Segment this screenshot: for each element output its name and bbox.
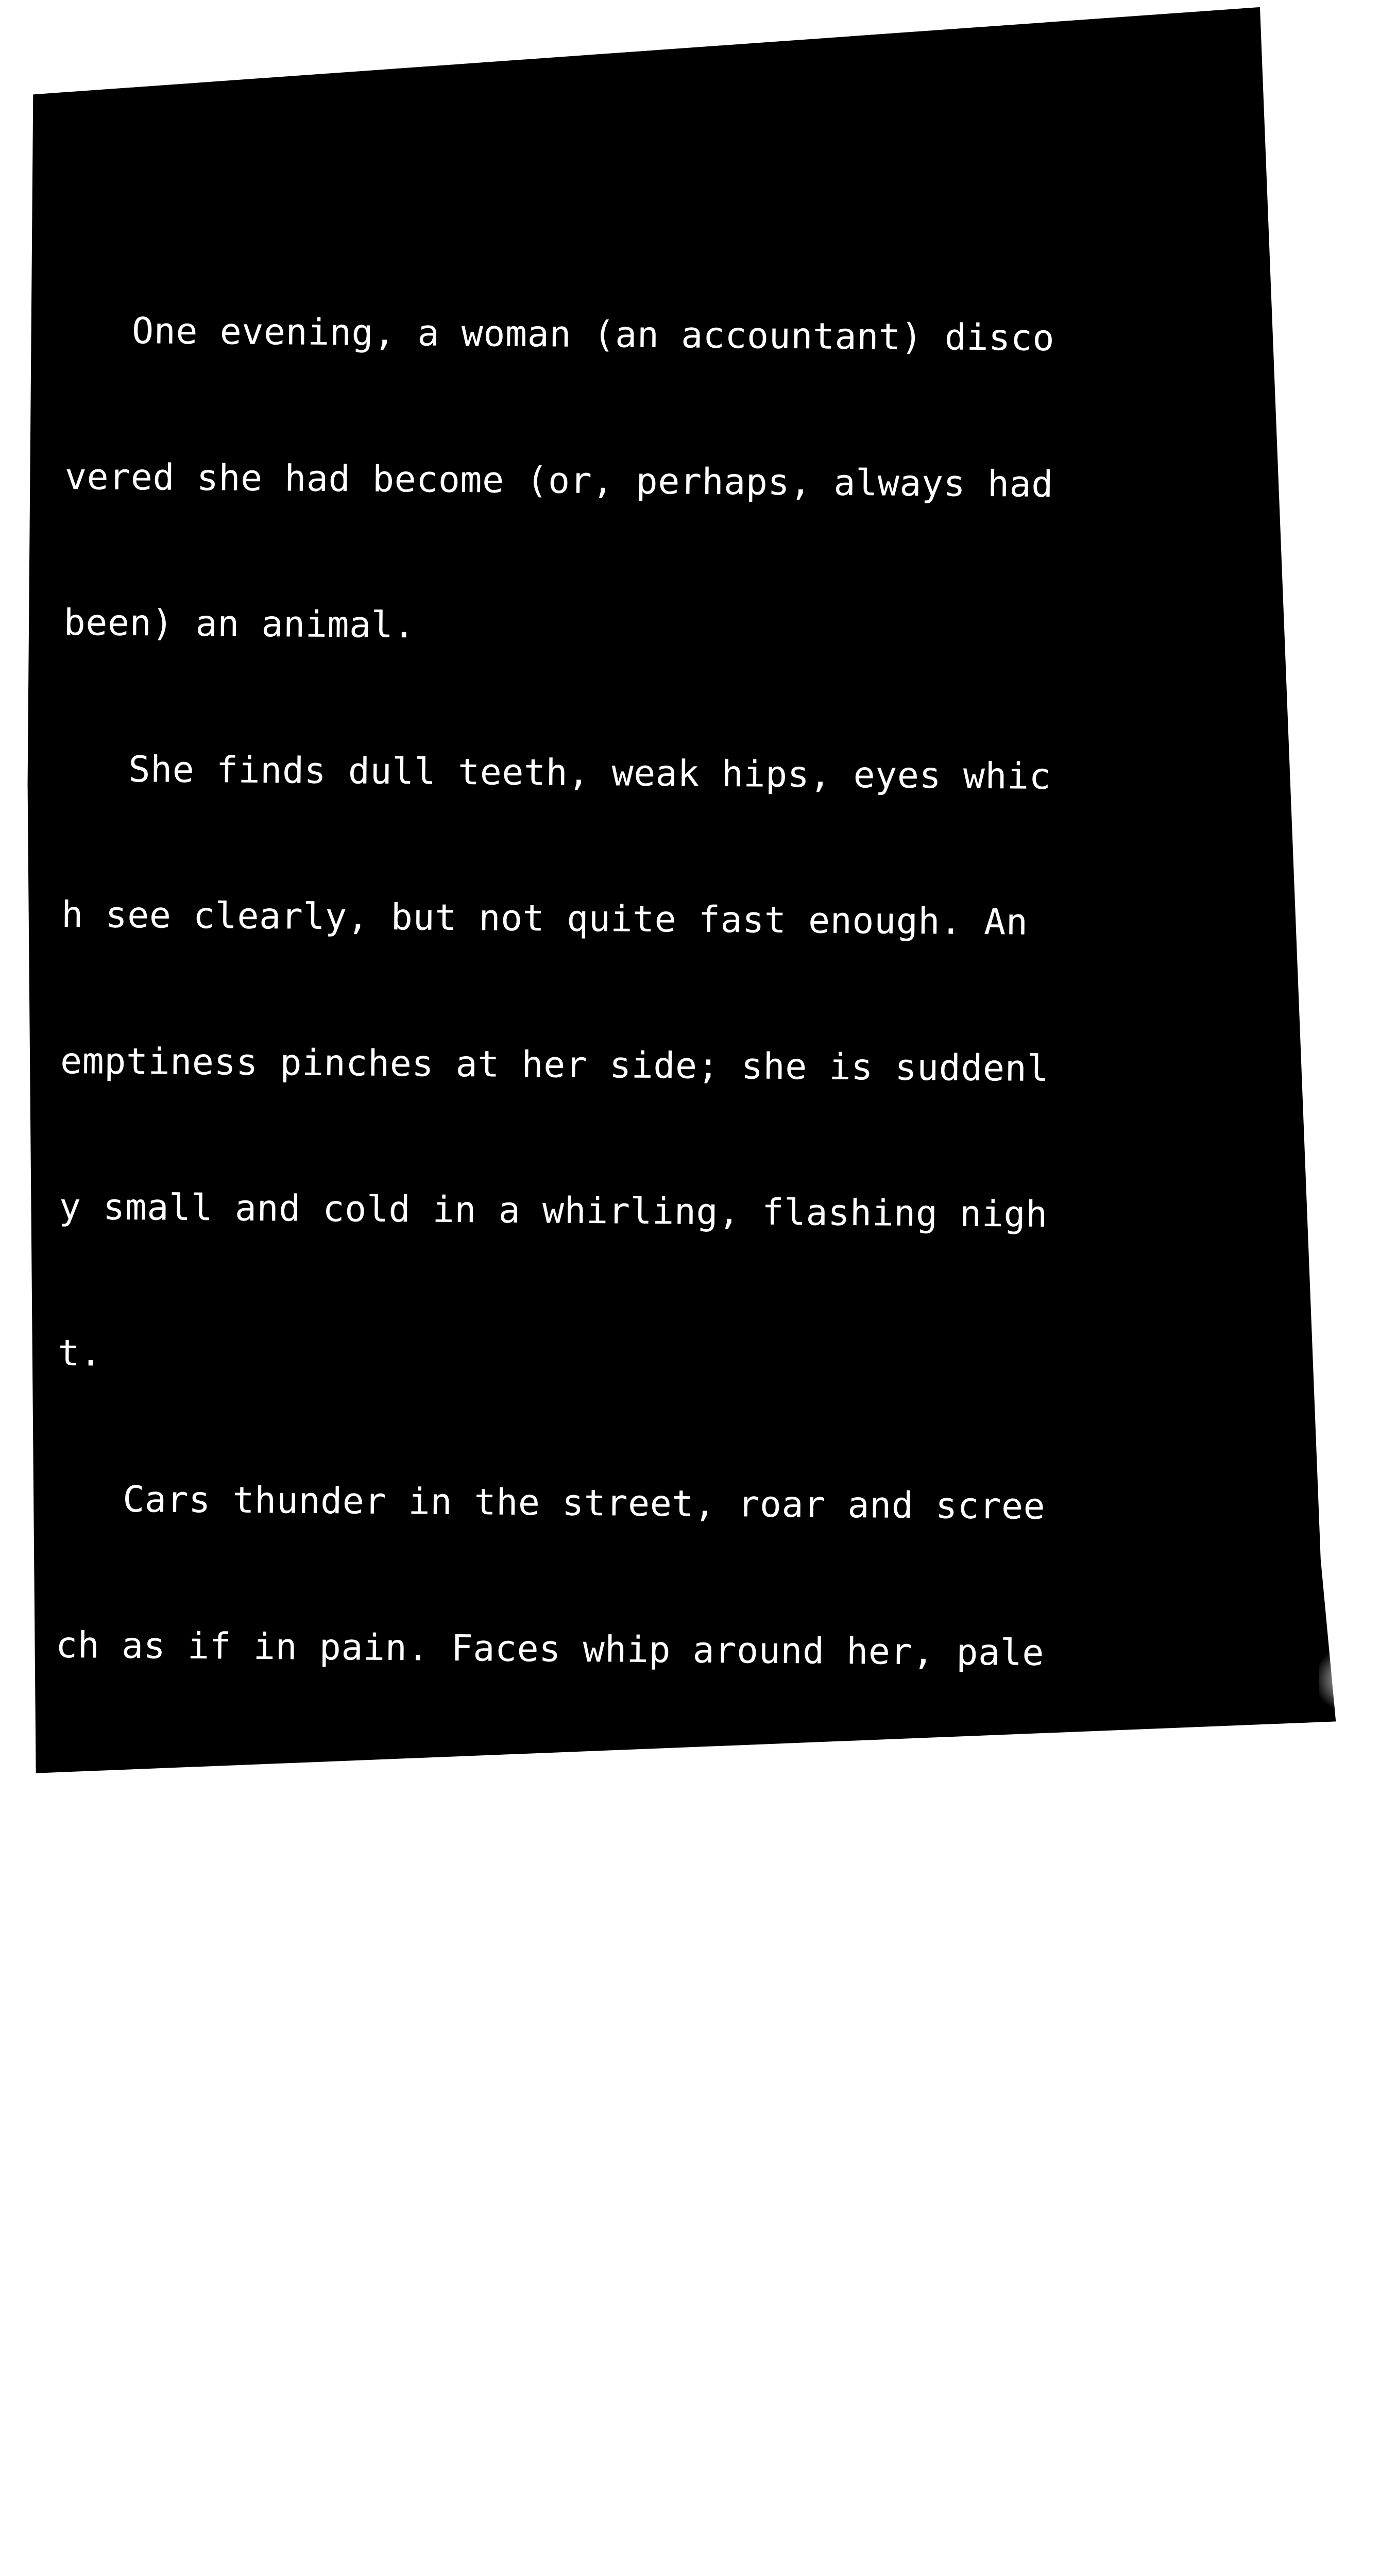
text-line: t. (58, 1331, 103, 1375)
typewritten-text (35, 209, 1205, 2576)
text-line: She finds dull teeth, weak hips, eyes whic (62, 747, 1051, 798)
text-line: ch as if in pain. Faces whip around her, pale (55, 1623, 1045, 1674)
text-line: mp. Faces snap outward, intermittently, befor (50, 2208, 1040, 2258)
text-line: Cars thunder in the street, roar and scree (57, 1477, 1046, 1528)
text-line: and portending, disembodied under black scarv (54, 1769, 1044, 1820)
text-line: emptiness pinches at her side; she is suddenl (60, 1039, 1049, 1090)
text-line: bitterly. One of them sniffs the air as she a (48, 2500, 1037, 2550)
text-line: been) an animal. (63, 601, 416, 647)
text-line: . A group huddles under a flickering streetla (52, 2061, 1041, 2112)
text-line: One evening, a woman (an accountant) disco (65, 309, 1055, 360)
text-line: es and coats which warp into alleyway shadows (53, 1916, 1042, 1966)
text-line: y small and cold in a whirling, flashing nigh (59, 1185, 1048, 1236)
text-line: e returning to a ring of strangers who argue (49, 2353, 1017, 2404)
text-line: h see clearly, but not quite fast enough. An (61, 893, 1028, 943)
text-line: vered she had become (or, perhaps, always had (64, 455, 1054, 505)
worn-paper-corner (1319, 1633, 1365, 1726)
